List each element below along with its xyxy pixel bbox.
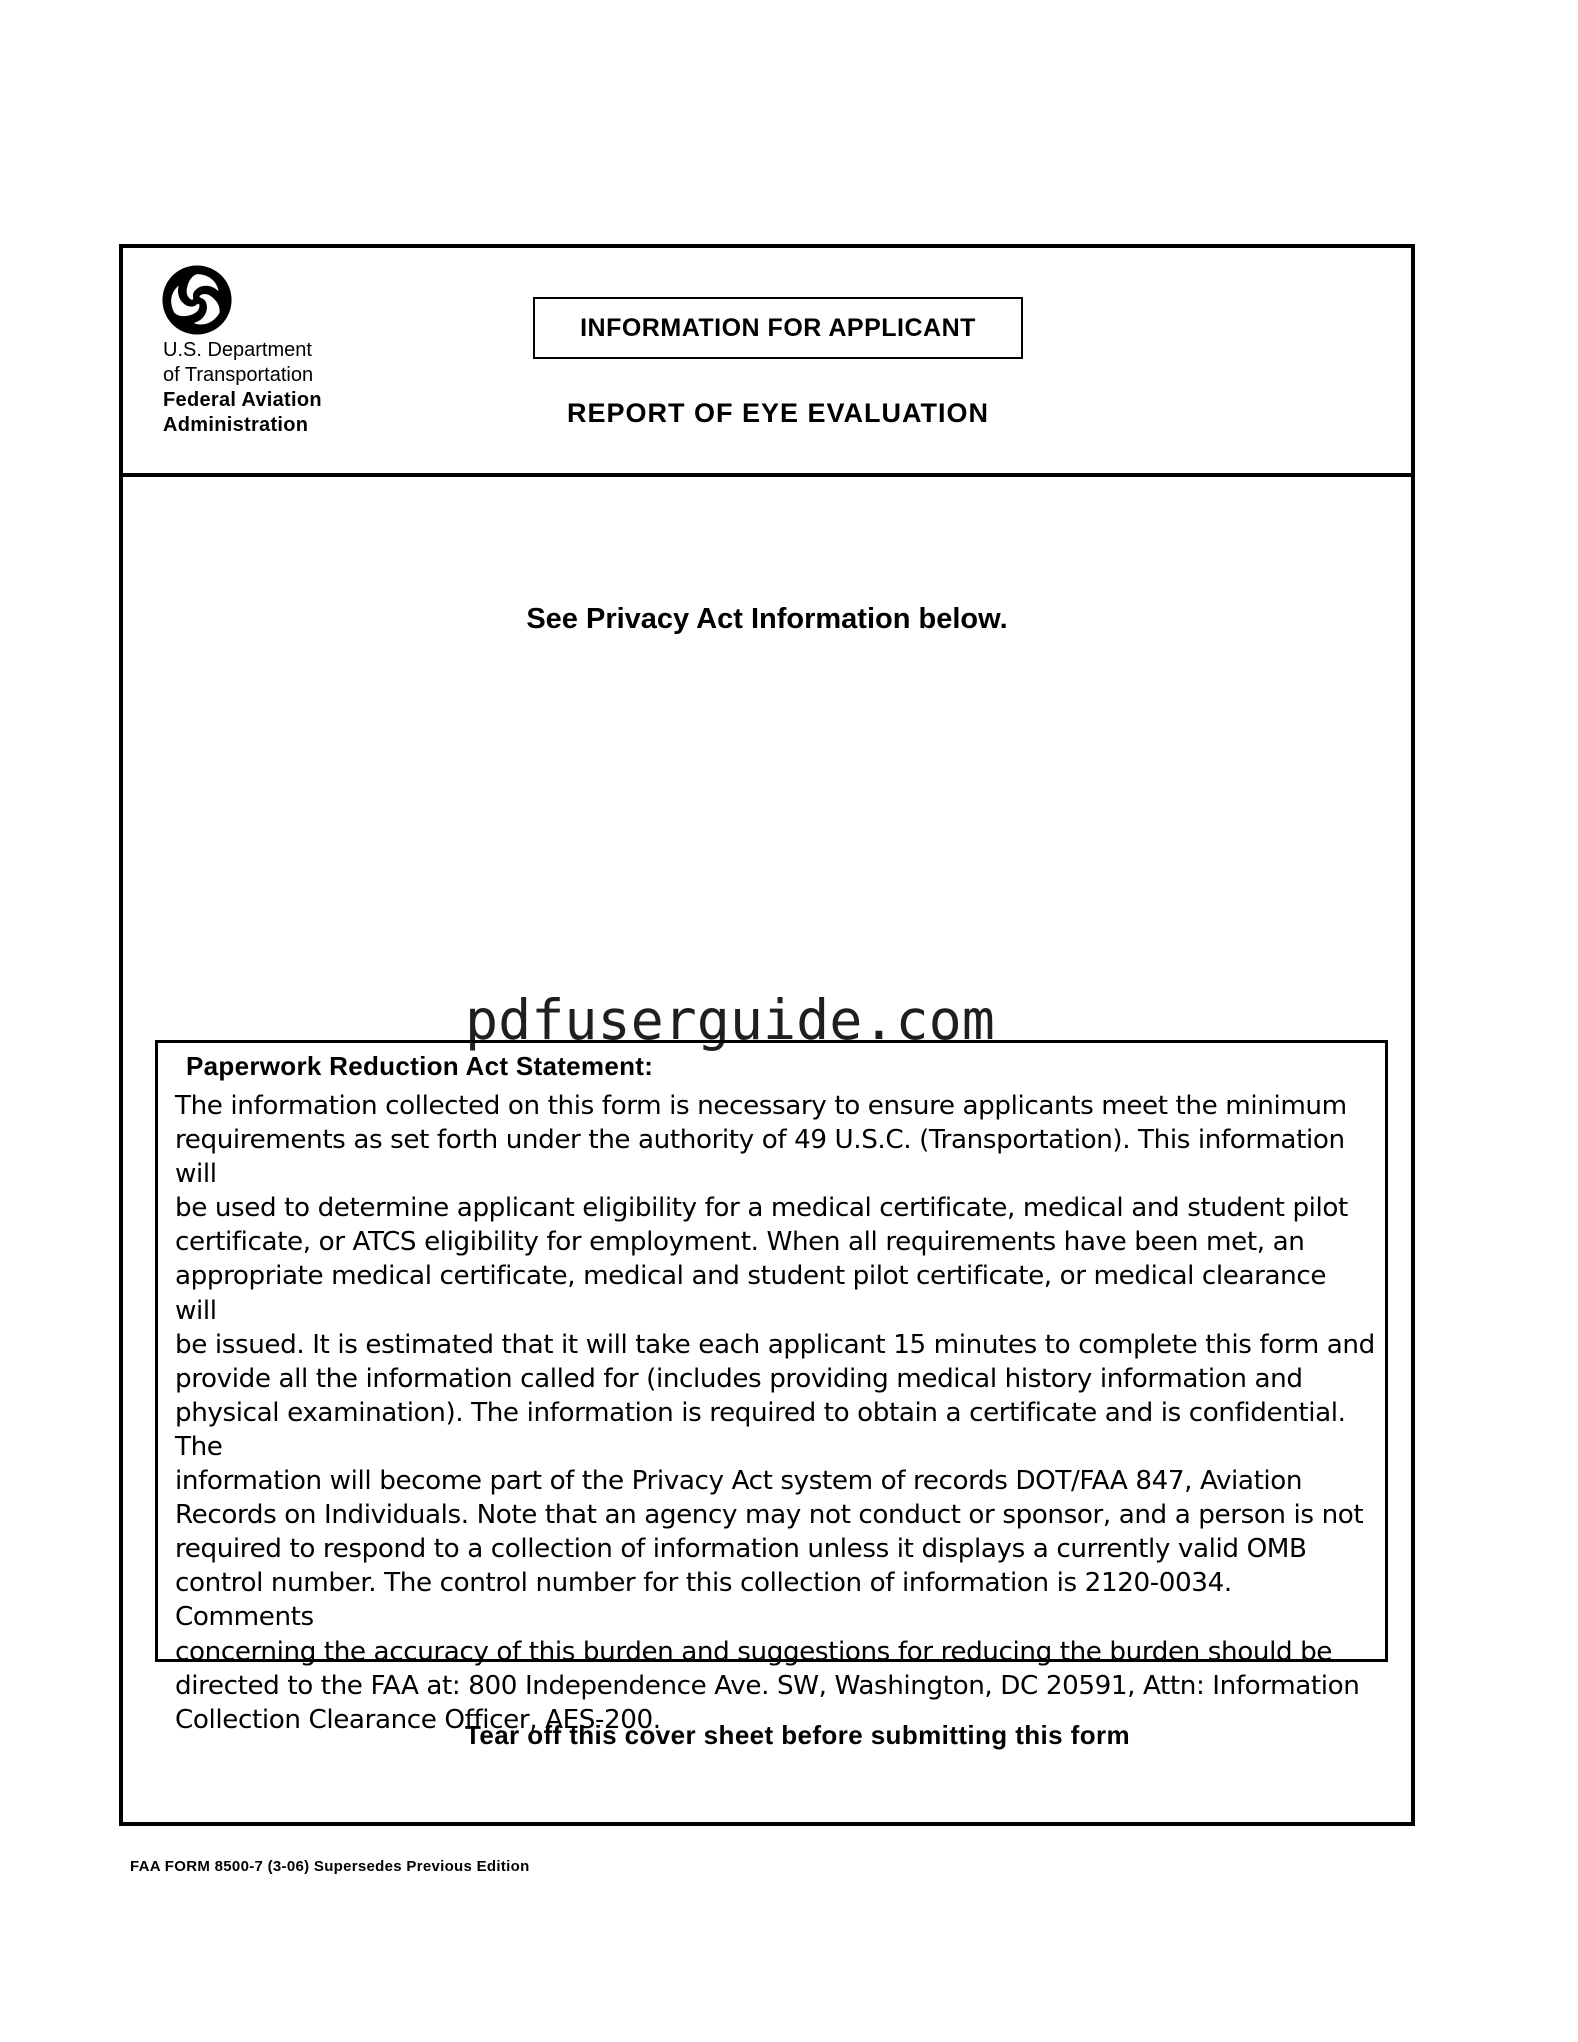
report-title: REPORT OF EYE EVALUATION [566,398,990,428]
form-header [123,248,1411,477]
watermark-text: pdfuserguide.com [465,988,995,1052]
form-footer: FAA FORM 8500-7 (3-06) Supersedes Previous Edition [130,1858,530,1875]
paperwork-reduction-body: The information collected on this form is necessary to ensure applicants meet the minimum requirements as set forth under the authority of 49 U.S.C. (Transportation). This information will be used to determine applicant eligibility for a medical certificate, medical and student pilot certificate, or ATCS eligibility for employment. When all requirements have been met, an appropriate medical certificate, medical and student pilot certificate, or medical clearance will be issued. It is estimated that it will take each applicant 15 minutes to complete this form and provide all the information called for (includes providing medical history information and physical examination). The information is required to obtain a certificate and is confidential. The information will become part of the Privacy Act system of records DOT/FAA 847, Aviation Records on Individuals. Note that an agency may not conduct or sponsor, and a person is not required to respond to a collection of information unless it displays a currently valid OMB control number. The control number for this collection of information is 2120-0034. Comments concerning the accuracy of this burden and suggestions for reducing the burden should be directed to the FAA at: 800 Independence Ave. SW, Washington, DC 20591, Attn: Information Collection Clearance Officer, AES-200. [175,1091,1375,1735]
dot-triskelion-icon [161,264,233,336]
paperwork-reduction-title: Paperwork Reduction Act Statement: [186,1051,654,1081]
agency-line-2: of Transportation [163,364,314,386]
privacy-act-note: See Privacy Act Information below. [526,603,1008,635]
agency-line-3: Federal Aviation [163,389,322,411]
agency-line-1: U.S. Department [163,339,312,361]
agency-line-4: Administration [163,414,309,436]
agency-name [163,338,322,438]
info-for-applicant-box: INFORMATION FOR APPLICANT [533,297,1023,359]
tear-off-note: Tear off this cover sheet before submitting this form [464,1720,1131,1750]
